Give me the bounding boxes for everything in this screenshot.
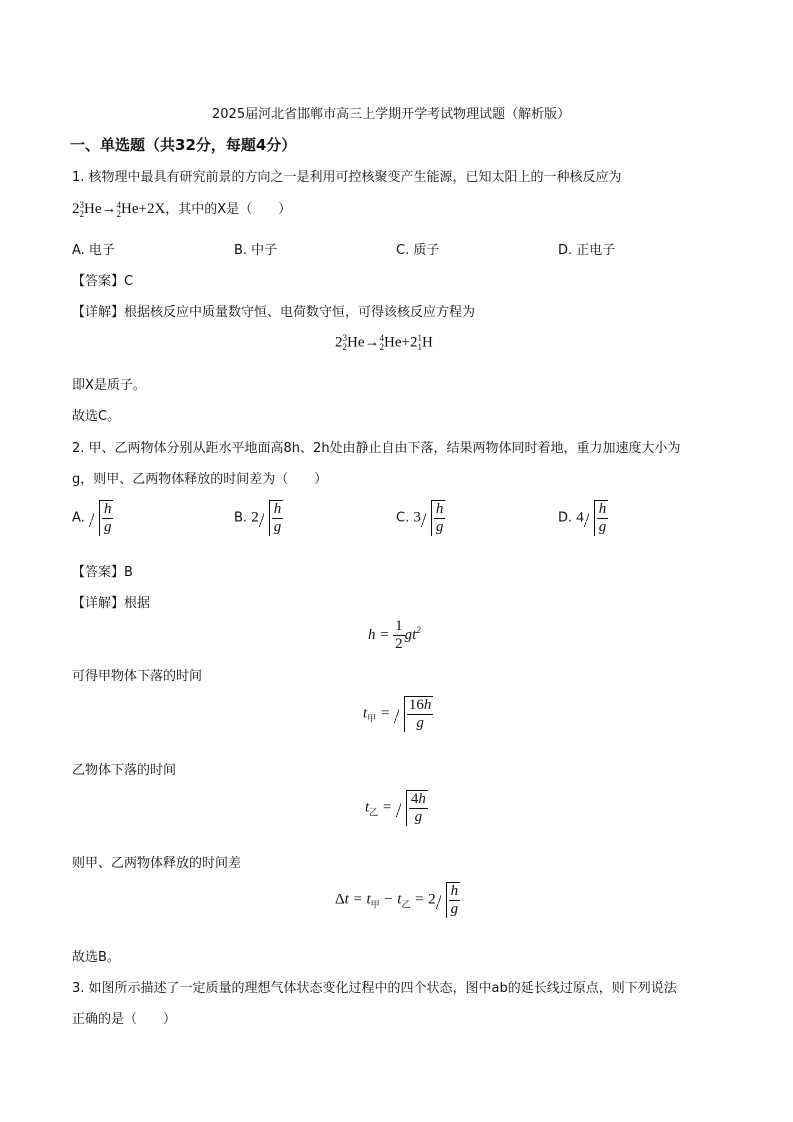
sqrt-h-over-g: $\frac{h}{g}$: [421, 500, 446, 536]
q2-stem-line1: 2. 甲、乙两物体分别从距水平地面高8h、2h处由静止自由下落，结果两物体同时着地，重力加速度大小为: [72, 441, 681, 456]
q1-stem-tail: ，其中的X是（ ）: [165, 202, 292, 217]
q2-stem-line2: g，则甲、乙两物体释放的时间差为（ ）: [72, 472, 328, 487]
q2-formula-fall: h = $\frac{1}{2}$ $gt^2$: [368, 618, 421, 652]
q1-option-a: A. 电子: [72, 243, 115, 258]
q2-option-c: C. 3 $\frac{h}{g}$: [396, 501, 444, 535]
q2-formula-t-jia: $t_甲$ = $\frac{16h}{g}$: [363, 697, 432, 731]
q1-derived-equation: 2 3 2 He→ 4 2 He+2 1 1 H: [335, 333, 433, 352]
q1-option-b: B. 中子: [234, 243, 278, 258]
q1-conclusion: 即X是质子。: [72, 378, 146, 393]
sqrt-h-over-g: $\frac{h}{g}$: [259, 500, 284, 536]
q2-formula-delta-t: $\Delta t = t_甲 - t_乙 = 2$ $\frac{h}{g}$: [335, 883, 459, 917]
q3-stem-line1: 3. 如图所示描述了一定质量的理想气体状态变化过程中的四个状态，图中ab的延长线过原点，则下列说法: [72, 981, 677, 996]
q1-option-d: D. 正电子: [558, 243, 616, 258]
q2-detail: 【详解】根据: [72, 596, 151, 611]
q1-reaction-equation: 2 3 2 He→ 4 2 He+2X: [72, 199, 166, 219]
q1-stem: 1. 核物理中最具有研究前景的方向之一是利用可控核聚变产生能源，已知太阳上的一种核反应为: [72, 170, 622, 185]
q1-answer: 【答案】C: [72, 274, 134, 289]
q2-line-a: 可得甲物体下落的时间: [72, 669, 203, 684]
q1-choose: 故选C。: [72, 409, 121, 424]
q2-answer: 【答案】B: [72, 565, 133, 580]
q3-stem-line2: 正确的是（ ）: [72, 1012, 177, 1027]
page-title: 2025届河北省邯郸市高三上学期开学考试物理试题（解析版）: [212, 107, 571, 122]
q2-choose: 故选B。: [72, 950, 120, 965]
sqrt-h-over-g: $\frac{h}{g}$: [584, 500, 609, 536]
section-heading: 一、单选题（共32分，每题4分）: [70, 136, 297, 154]
q2-line-c: 则甲、乙两物体释放的时间差: [72, 856, 242, 871]
q2-line-b: 乙物体下落的时间: [72, 763, 177, 778]
q1-option-c: C. 质子: [396, 243, 440, 258]
q1-detail: 【详解】根据核反应中质量数守恒、电荷数守恒，可得该核反应方程为: [72, 305, 476, 320]
q2-formula-t-yi: $t_乙$ = $\frac{4h}{g}$: [365, 791, 426, 825]
q2-option-b: B. 2 $\frac{h}{g}$: [234, 501, 282, 535]
sqrt-h-over-g: $\frac{h}{g}$: [89, 500, 114, 536]
q2-option-d: D. 4 $\frac{h}{g}$: [558, 501, 607, 535]
q2-option-a: A. $\frac{h}{g}$: [72, 501, 112, 535]
q1-equation-line: [72, 198, 291, 219]
